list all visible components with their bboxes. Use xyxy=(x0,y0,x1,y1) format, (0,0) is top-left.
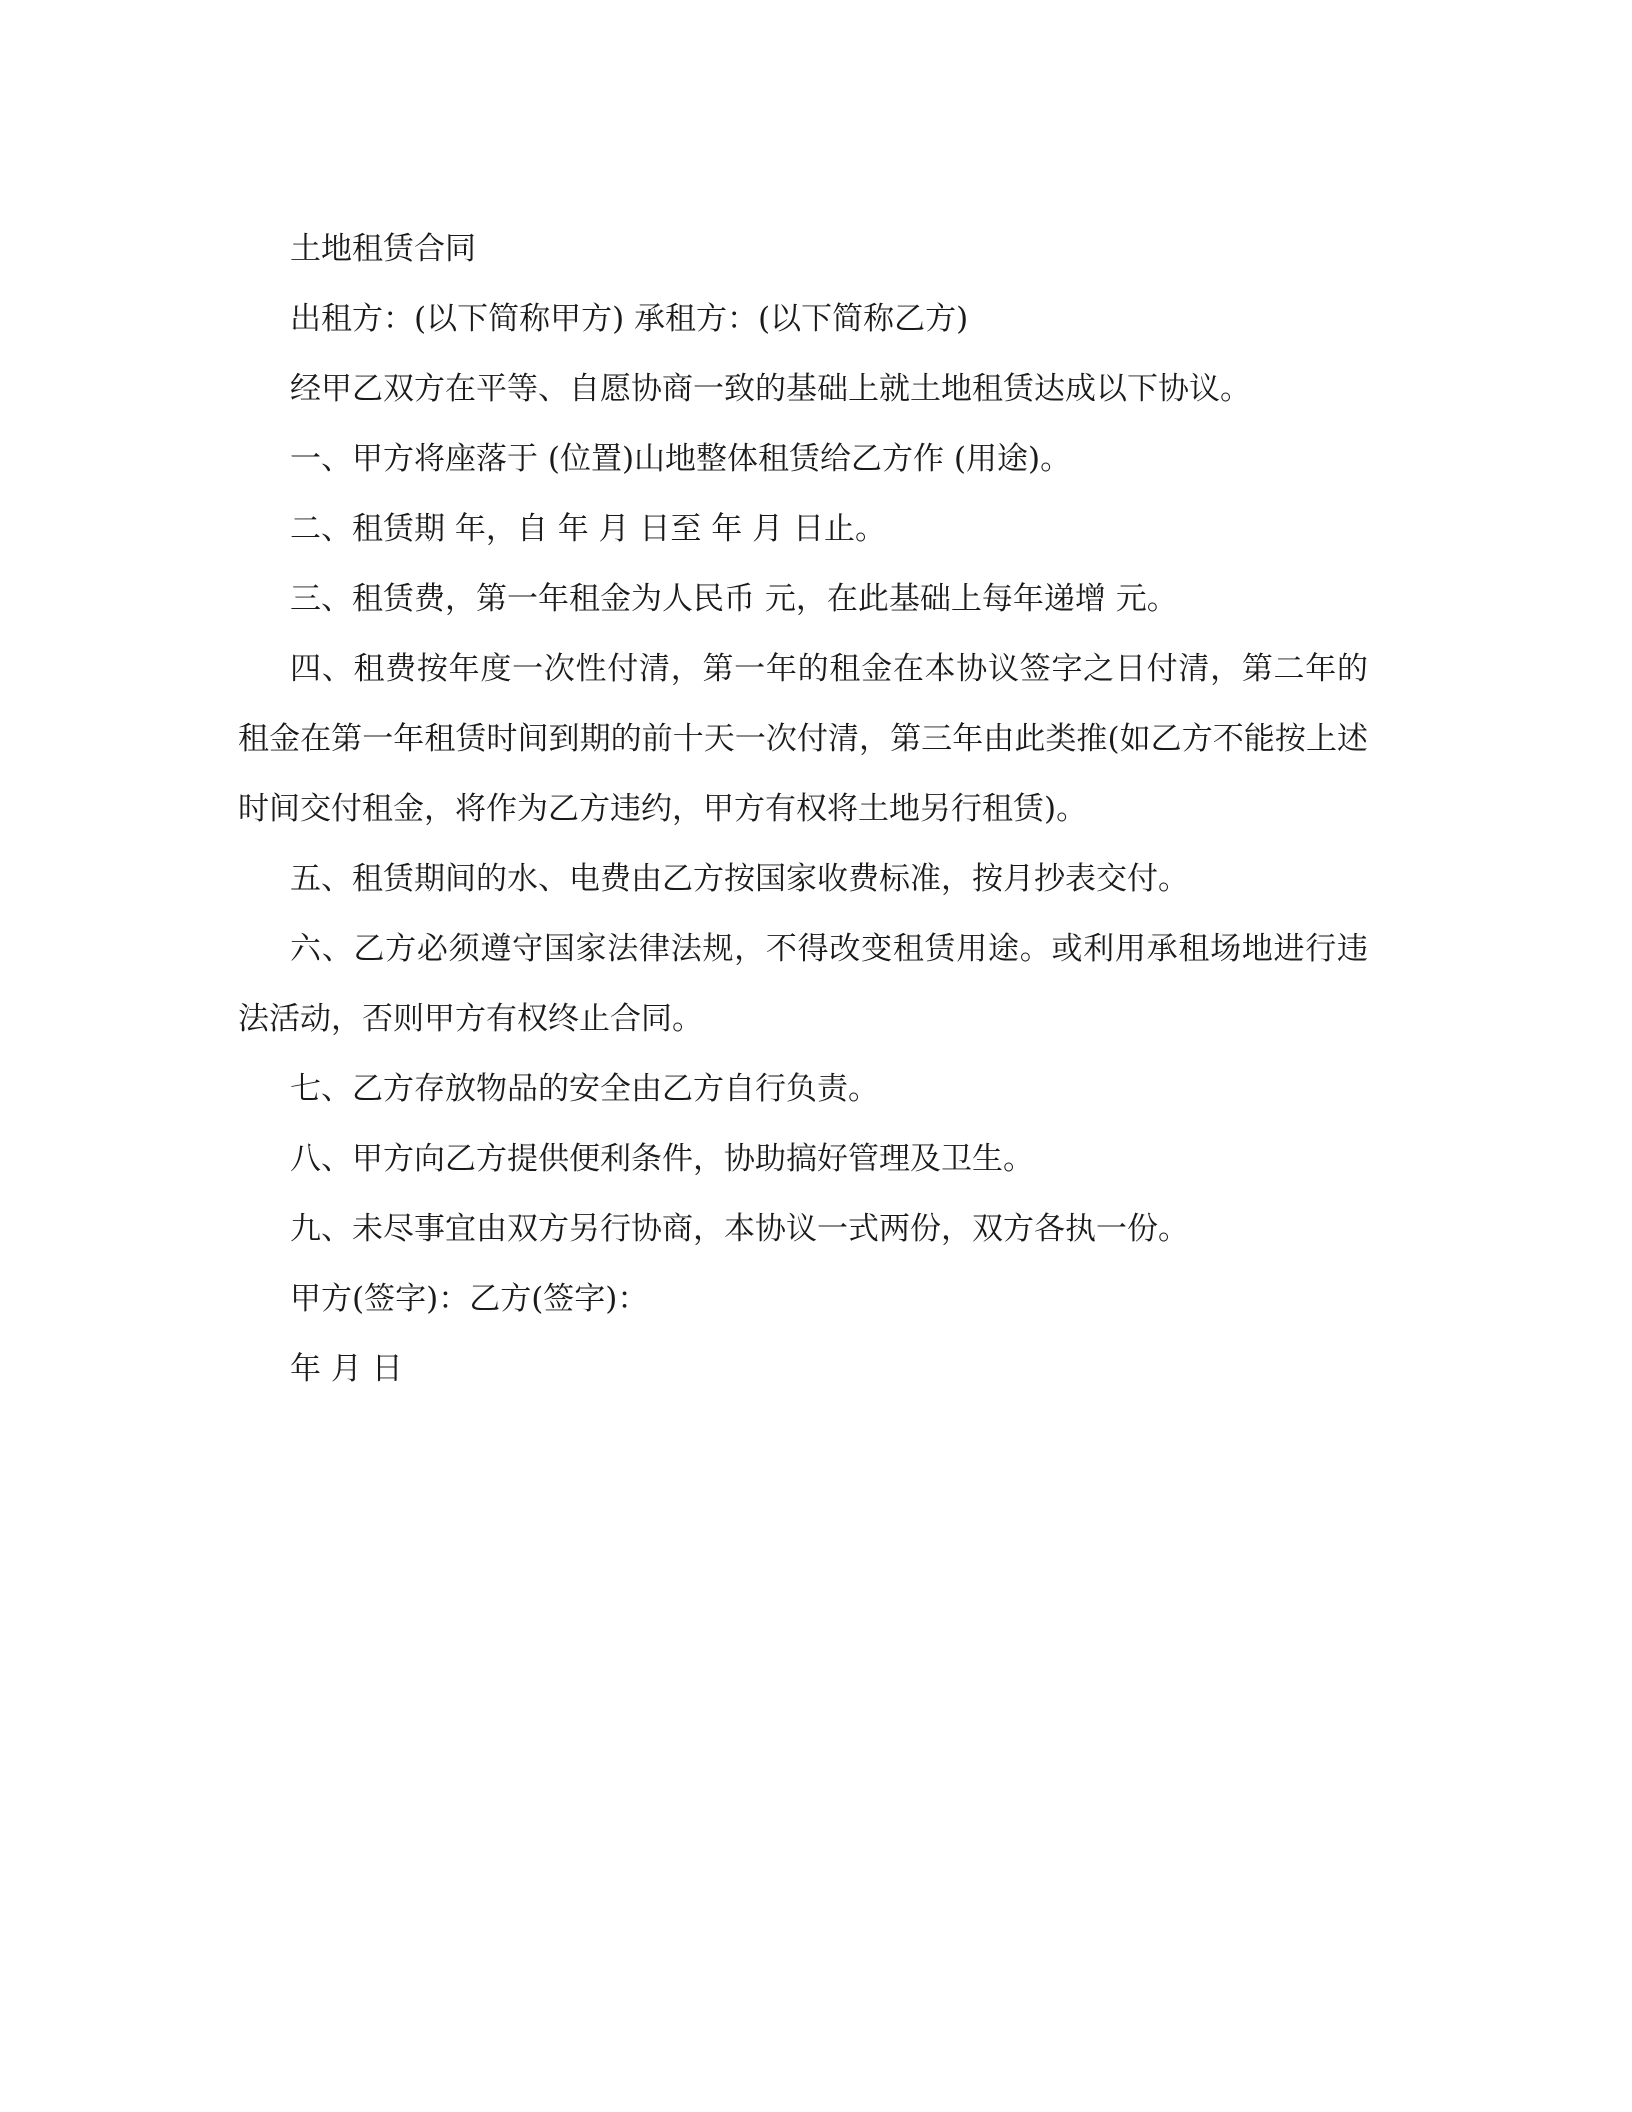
clause-4: 四、租费按年度一次性付清，第一年的租金在本协议签字之日付清，第二年的租金在第一年租赁时间到期的前十天一次付清，第三年由此类推(如乙方不能按上述时间交付租金，将作为乙方违约，甲方有权将土地另行租赁)。 xyxy=(238,651,1368,827)
document-title: 土地租赁合同 xyxy=(290,231,476,267)
clause-9: 九、未尽事宜由双方另行协商，本协议一式两份，双方各执一份。 xyxy=(290,1211,1189,1247)
parties-line: 出租方：(以下简称甲方) 承租方：(以下简称乙方) xyxy=(290,301,969,337)
signature-line: 甲方(签字)：乙方(签字)： xyxy=(290,1281,649,1317)
date-line: 年 月 日 xyxy=(290,1351,403,1387)
preamble: 经甲乙双方在平等、自愿协商一致的基础上就土地租赁达成以下协议。 xyxy=(290,371,1251,407)
clause-7: 七、乙方存放物品的安全由乙方自行负责。 xyxy=(290,1071,879,1107)
clause-2: 二、租赁期 年，自 年 月 日至 年 月 日止。 xyxy=(290,511,886,547)
clause-5: 五、租赁期间的水、电费由乙方按国家收费标准，按月抄表交付。 xyxy=(290,861,1189,897)
clause-3: 三、租赁费，第一年租金为人民币 元，在此基础上每年递增 元。 xyxy=(290,581,1178,617)
clause-6: 六、乙方必须遵守国家法律法规，不得改变租赁用途。或利用承租场地进行违法活动，否则甲方有权终止合同。 xyxy=(238,931,1368,1037)
document-body xyxy=(238,214,1368,1404)
clause-1: 一、甲方将座落于 (位置)山地整体租赁给乙方作 (用途)。 xyxy=(290,441,1072,477)
clause-8: 八、甲方向乙方提供便利条件，协助搞好管理及卫生。 xyxy=(290,1141,1034,1177)
